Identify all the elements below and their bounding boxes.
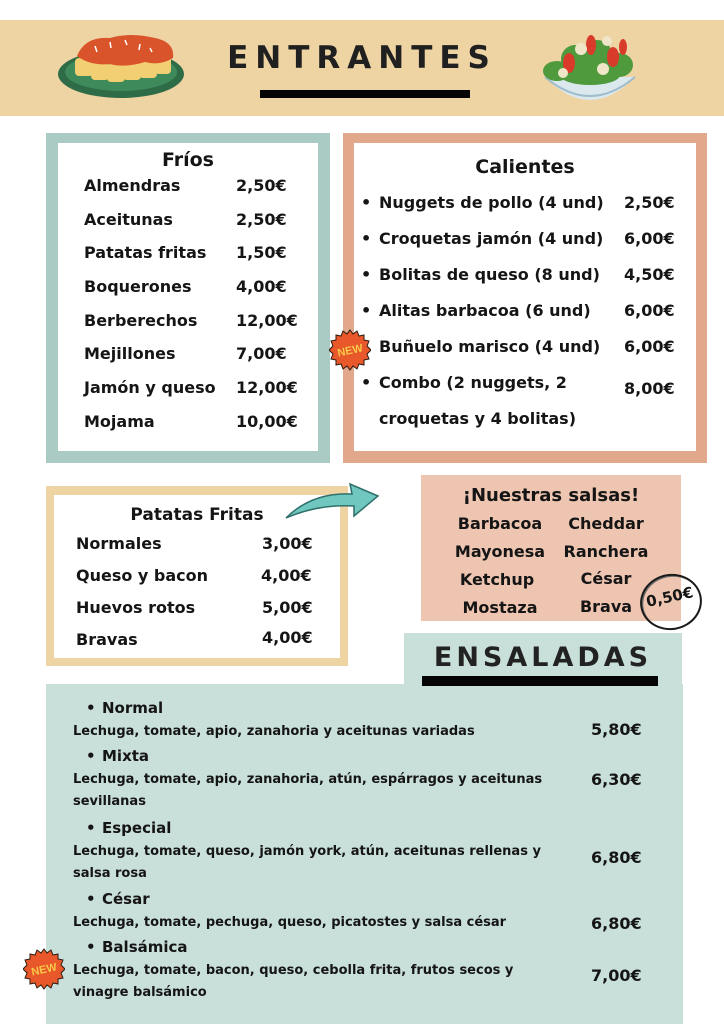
bullet: • — [86, 938, 96, 956]
menu-item-name: Nuggets de pollo (4 und) — [379, 193, 604, 212]
menu-item-price: 3,00€ — [262, 534, 313, 553]
salad-description: Lechuga, tomate, apio, zanahoria y aceitunas variadas — [73, 724, 475, 739]
salad-description: Lechuga, tomate, bacon, queso, cebolla frita, frutos secos y vinagre balsámico — [73, 963, 514, 1000]
menu-item-name: Almendras — [84, 176, 181, 195]
sauce-price: 0,50€ — [644, 583, 695, 611]
salad-name: César — [102, 890, 150, 908]
bullet: • — [86, 747, 96, 765]
salad-price: 6,80€ — [591, 848, 642, 867]
salad-price: 5,80€ — [591, 720, 642, 739]
menu-item-name: Combo (2 nuggets, 2 — [379, 373, 567, 392]
salad-description: Lechuga, tomate, pechuga, queso, picatostes y salsa césar — [73, 915, 507, 930]
new-badge-icon — [329, 329, 371, 371]
menu-item-name: Jamón y queso — [84, 378, 216, 397]
menu-item-name: Boquerones — [84, 277, 192, 296]
sauce-name: César — [580, 569, 632, 588]
menu-item-name: Mejillones — [84, 344, 176, 363]
menu-item-price: 4,00€ — [236, 277, 287, 296]
menu-item-name: Patatas fritas — [84, 243, 207, 262]
svg-text:NEW: NEW — [336, 342, 365, 360]
salad-name: Especial — [102, 819, 172, 837]
salad-name: Normal — [102, 699, 164, 717]
bullet: • — [86, 699, 96, 717]
menu-item-price: 4,00€ — [261, 566, 312, 585]
menu-item-price: 10,00€ — [236, 412, 298, 431]
menu-item-price: 12,00€ — [236, 378, 298, 397]
title-underline — [260, 90, 470, 98]
menu-item-price: 1,50€ — [236, 243, 287, 262]
bullet: • — [361, 265, 372, 284]
salsas-title: ¡Nuestras salsas! — [462, 485, 640, 506]
salad-price: 6,30€ — [591, 770, 642, 789]
sauce-name: Ranchera — [563, 542, 649, 561]
ensaladas-section — [46, 684, 683, 1024]
patatas-title: Patatas Fritas — [130, 505, 264, 525]
menu-item-price: 2,50€ — [624, 193, 675, 212]
sauce-name: Ketchup — [459, 570, 535, 589]
sauce-name: Cheddar — [568, 514, 644, 533]
menu-item-price: 6,00€ — [624, 229, 675, 248]
bullet: • — [86, 819, 96, 837]
new-badge-icon — [23, 948, 65, 990]
menu-item-price: 7,00€ — [236, 344, 287, 363]
menu-item-price: 4,00€ — [262, 628, 313, 647]
salad-name: Mixta — [102, 747, 150, 765]
bullet: • — [361, 373, 372, 392]
menu-item-price: 2,50€ — [236, 210, 287, 229]
menu-item-name: Buñuelo marisco (4 und) — [379, 337, 601, 356]
menu-item-name: Normales — [76, 534, 162, 553]
curved-arrow-icon — [282, 478, 382, 528]
menu-item-price: 6,00€ — [624, 337, 675, 356]
menu-item-name: Queso y bacon — [76, 566, 209, 585]
sauce-name: Mostaza — [462, 598, 538, 617]
menu-item-name: Berberechos — [84, 311, 198, 330]
menu-item-price: 2,50€ — [236, 176, 287, 195]
bullet: • — [86, 890, 96, 908]
ensaladas-title: ENSALADAS — [433, 642, 653, 673]
sauce-name: Brava — [579, 597, 633, 616]
menu-item-name: Huevos rotos — [76, 598, 196, 617]
sauce-name: Barbacoa — [457, 514, 543, 533]
salad-description: Lechuga, tomate, apio, zanahoria, atún, espárragos y aceitunas sevillanas — [73, 772, 543, 809]
menu-item-price: 8,00€ — [624, 379, 675, 398]
menu-item-name: Aceitunas — [84, 210, 173, 229]
ensaladas-underline — [422, 676, 658, 686]
menu-item-price: 6,00€ — [624, 301, 675, 320]
sauce-name: Mayonesa — [454, 542, 546, 561]
frios-panel — [58, 143, 318, 451]
menu-item-price: 5,00€ — [262, 598, 313, 617]
salad-price: 6,80€ — [591, 914, 642, 933]
calientes-panel — [354, 143, 696, 451]
menu-item-name: Mojama — [84, 412, 155, 431]
calientes-section — [343, 133, 707, 463]
menu-item-name: Croquetas jamón (4 und) — [379, 229, 604, 248]
bullet: • — [361, 193, 372, 212]
menu-item-name: Bravas — [76, 630, 138, 649]
bullet: • — [361, 229, 372, 248]
menu-item-name: Alitas barbacoa (6 und) — [379, 301, 591, 320]
salad-name: Balsámica — [102, 938, 188, 956]
menu-item-price: 12,00€ — [236, 311, 298, 330]
svg-text:NEW: NEW — [30, 961, 59, 979]
salad-description: Lechuga, tomate, queso, jamón york, atún, aceitunas rellenas y salsa rosa — [73, 844, 541, 881]
menu-item-name-continued: croquetas y 4 bolitas) — [379, 409, 576, 428]
salad-price: 7,00€ — [591, 966, 642, 985]
page-title: ENTRANTES — [227, 40, 497, 76]
bullet: • — [361, 301, 372, 320]
menu-item-name: Bolitas de queso (8 und) — [379, 265, 600, 284]
frios-title: Fríos — [161, 149, 214, 171]
frios-section — [46, 133, 330, 463]
menu-item-price: 4,50€ — [624, 265, 675, 284]
calientes-title: Calientes — [475, 156, 575, 178]
